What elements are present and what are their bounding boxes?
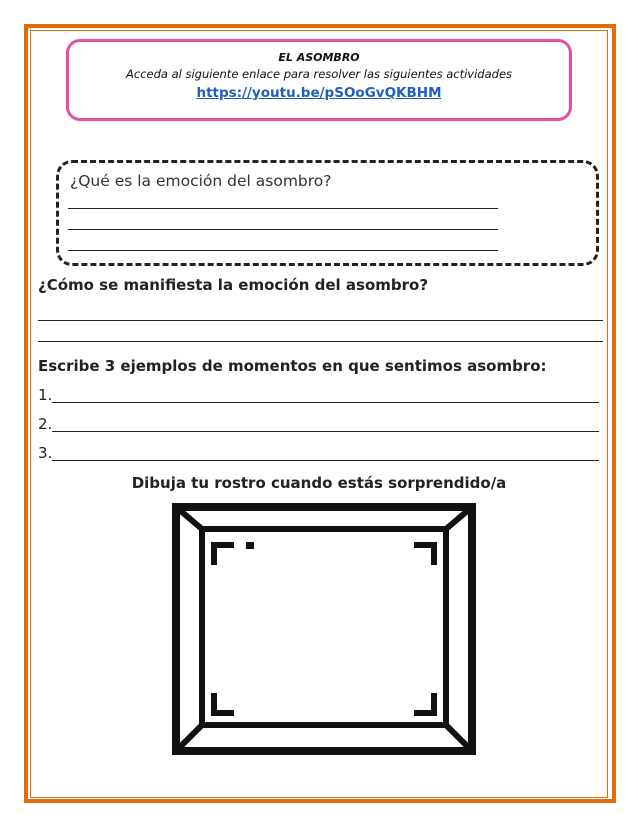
answer-line[interactable] (38, 341, 603, 342)
header-box (66, 39, 572, 121)
video-link[interactable]: https://youtu.be/pSOoGvQKBHM (196, 85, 442, 101)
example-line[interactable] (52, 431, 599, 432)
example-line[interactable] (52, 460, 599, 461)
question-3-text: Escribe 3 ejemplos de momentos en que sentimos asombro: (38, 357, 547, 375)
example-number: 2. (38, 415, 53, 433)
answer-line[interactable] (68, 229, 498, 230)
question-4-text: Dibuja tu rostro cuando estás sorprendido/a (131, 474, 507, 492)
drawing-frame[interactable] (172, 503, 476, 755)
worksheet-title: EL ASOMBRO (278, 51, 360, 64)
answer-line[interactable] (68, 250, 498, 251)
example-line[interactable] (52, 402, 599, 403)
answer-line[interactable] (38, 320, 603, 321)
answer-line[interactable] (68, 208, 498, 209)
example-number: 3. (38, 444, 53, 462)
question-1-text: ¿Qué es la emoción del asombro? (70, 172, 332, 190)
instructions-text: Acceda al siguiente enlace para resolver las siguientes actividades (125, 67, 513, 81)
question-2-text: ¿Cómo se manifiesta la emoción del asombro? (38, 276, 429, 294)
example-number: 1. (38, 386, 53, 404)
